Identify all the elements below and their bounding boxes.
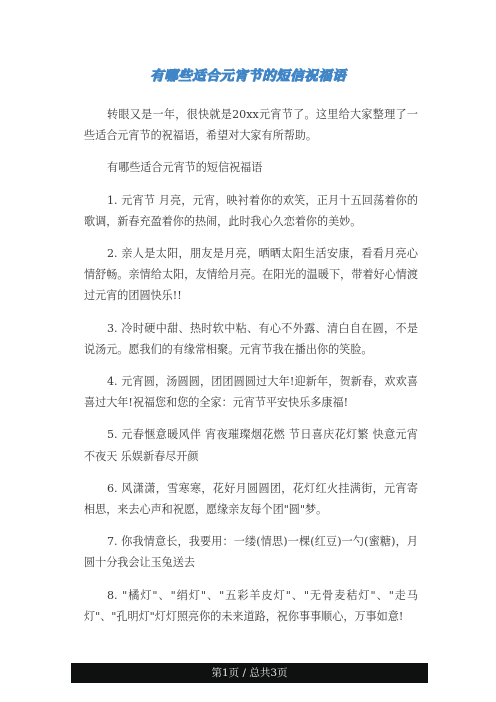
page-footer-bar <box>71 663 428 683</box>
blessing-item-5: 5. 元春惬意暖风伴 宵夜璀璨烟花燃 节日喜庆花灯繁 快意元宵不夜天 乐娱新春尽开颜 <box>84 428 418 463</box>
blessing-item-7: 7. 你我情意长，我要用：一缕(情思)一棵(红豆)一勺(蜜糖)，月圆十分我会让玉兔送去 <box>84 535 418 570</box>
blessing-item-1: 1. 元宵节 月亮，元宵，映衬着你的欢笑，正月十五回荡着你的歌调，新春充盈着你的热闹，此时我心久恋着你的美妙。 <box>84 193 418 228</box>
document-body <box>84 104 418 638</box>
intro-paragraph: 转眼又是一年，很快就是20xx元宵节了。这里给大家整理了一些适合元宵节的祝福语，希望对大家有所帮助。 <box>84 108 418 143</box>
page-indicator: 第1页 / 总共3页 <box>211 667 288 679</box>
blessing-item-2: 2. 亲人是太阳，朋友是月亮，晒晒太阳生活安康，看看月亮心情舒畅。亲情给太阳，友情给月亮。在阳光的温暖下，带着好心情渡过元宵的团圆快乐!! <box>84 247 418 303</box>
document-title: 有哪些适合元宵节的短信祝福语 <box>150 68 346 84</box>
blessing-item-6: 6. 风潇潇，雪寒寒，花好月圆圆团，花灯红火挂满街，元宵寄相思，来去心声和祝愿，愿缘亲友每个团"圆"梦。 <box>84 481 418 517</box>
blessing-item-3: 3. 冷时硬中甜、热时软中粘、有心不外露、清白自在圆，不是说汤元。愿我们的有缘常相聚。元宵节我在播出你的笑脸。 <box>84 321 418 356</box>
blessing-item-8: 8. "橘灯"、"绢灯"、"五彩羊皮灯"、"无骨麦秸灯"、"走马灯"、"孔明灯"灯灯照亮你的未来道路，祝你事事顺心，万事如意! <box>84 588 418 623</box>
section-heading: 有哪些适合元宵节的短信祝福语 <box>107 161 263 175</box>
blessing-item-4: 4. 元宵圆，汤圆圆，团团圆圆过大年!迎新年，贺新春，欢欢喜喜过大年!祝福您和您的全家：元宵节平安快乐多康福! <box>84 375 418 410</box>
